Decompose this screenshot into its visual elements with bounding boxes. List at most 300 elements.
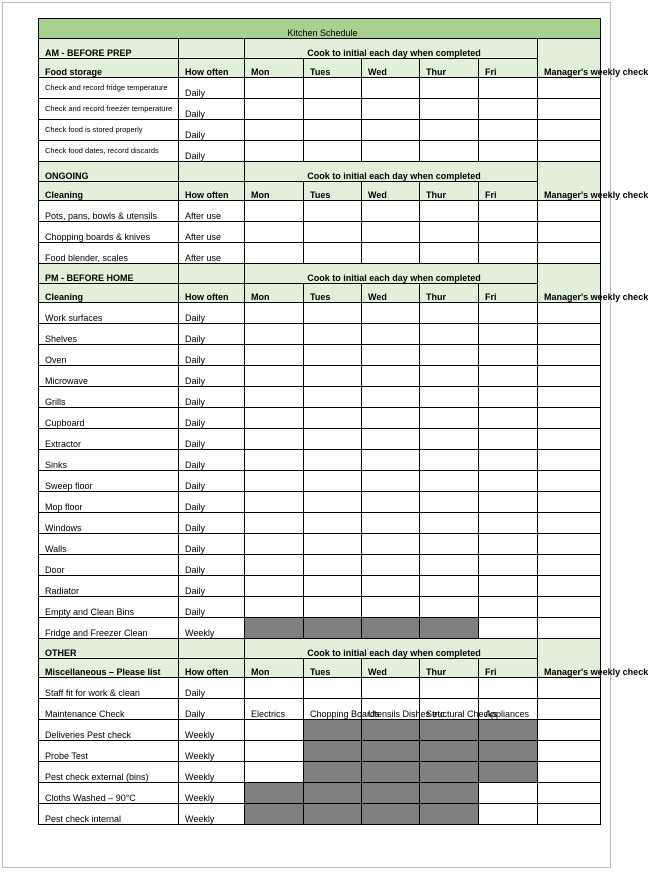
task-frequency: Daily: [179, 387, 245, 408]
task-name: Check and record fridge temperature: [39, 78, 179, 99]
task-frequency: Weekly: [179, 783, 245, 804]
initial-cell-wed[interactable]: [362, 78, 420, 99]
initial-cell-fri[interactable]: [479, 783, 538, 804]
manager-check-cell[interactable]: [538, 201, 601, 222]
initial-cell-thur[interactable]: [420, 324, 479, 345]
initial-cell-fri[interactable]: [479, 345, 538, 366]
initial-cell-mon[interactable]: [245, 387, 304, 408]
manager-check-cell[interactable]: [538, 345, 601, 366]
initial-cell-fri[interactable]: [479, 141, 538, 162]
initial-cell-tues[interactable]: [304, 366, 362, 387]
task-name: Sweep floor: [39, 471, 179, 492]
manager-check-cell[interactable]: [538, 99, 601, 120]
blocked-cell-thur: [420, 618, 479, 639]
initial-cell-mon[interactable]: [245, 429, 304, 450]
schedule-title: Kitchen Schedule: [39, 19, 601, 39]
initial-cell-thur[interactable]: [420, 120, 479, 141]
initial-cell-fri[interactable]: [479, 243, 538, 264]
day-label-mon: Mon: [245, 659, 304, 678]
initial-cell-tues[interactable]: [304, 78, 362, 99]
initial-cell-wed[interactable]: [362, 303, 420, 324]
table-row: [39, 303, 601, 324]
initial-cell-mon[interactable]: [245, 534, 304, 555]
initial-cell-fri[interactable]: [479, 201, 538, 222]
task-name: Door: [39, 555, 179, 576]
blocked-cell-mon: [245, 783, 304, 804]
table-row: [39, 345, 601, 366]
task-frequency: Daily: [179, 429, 245, 450]
table-row: [39, 243, 601, 264]
initial-cell-mon[interactable]: [245, 99, 304, 120]
task-frequency: Weekly: [179, 741, 245, 762]
manager-weekly-check-label: Manager's weekly check: [538, 162, 601, 201]
manager-check-cell[interactable]: [538, 408, 601, 429]
table-row: [39, 324, 601, 345]
manager-check-cell[interactable]: [538, 243, 601, 264]
initial-cell-wed[interactable]: [362, 99, 420, 120]
task-name: Sinks: [39, 450, 179, 471]
initial-cell-mon[interactable]: [245, 450, 304, 471]
day-label-wed: Wed: [362, 659, 420, 678]
table-row: [39, 618, 601, 639]
task-name: Grills: [39, 387, 179, 408]
table-row: [39, 576, 601, 597]
how-often-label: How often: [179, 284, 245, 303]
task-frequency: Daily: [179, 597, 245, 618]
initial-cell-tues[interactable]: [304, 513, 362, 534]
day-label-tues: Tues: [304, 59, 362, 78]
initial-cell-mon[interactable]: [245, 78, 304, 99]
initial-cell-thur[interactable]: [420, 243, 479, 264]
task-frequency: Weekly: [179, 804, 245, 825]
initial-cell-fri[interactable]: [479, 618, 538, 639]
section-header: [39, 264, 601, 284]
task-name: Pots, pans, bowls & utensils: [39, 201, 179, 222]
initial-cell-thur[interactable]: [420, 141, 479, 162]
manager-check-cell[interactable]: [538, 492, 601, 513]
task-frequency: After use: [179, 222, 245, 243]
table-row: [39, 513, 601, 534]
table-row: [39, 699, 601, 720]
initial-cell-wed[interactable]: [362, 366, 420, 387]
manager-check-cell[interactable]: [538, 720, 601, 741]
cook-initial-label: Cook to initial each day when completed: [245, 162, 538, 182]
initial-cell-thur[interactable]: [420, 597, 479, 618]
task-name: Walls: [39, 534, 179, 555]
initial-cell-wed[interactable]: [362, 429, 420, 450]
blocked-cell-mon: [245, 804, 304, 825]
initial-cell-mon[interactable]: [245, 576, 304, 597]
initial-cell-tues[interactable]: [304, 324, 362, 345]
table-row: [39, 492, 601, 513]
initial-cell-fri[interactable]: [479, 678, 538, 699]
blocked-cell-thur: [420, 720, 479, 741]
initial-cell-thur[interactable]: [420, 222, 479, 243]
initial-cell-wed[interactable]: [362, 387, 420, 408]
manager-weekly-check-label: Manager's weekly check: [538, 639, 601, 678]
day-label-tues: Tues: [304, 659, 362, 678]
task-frequency: After use: [179, 201, 245, 222]
initial-cell-fri[interactable]: [479, 120, 538, 141]
day-label-thur: Thur: [420, 59, 479, 78]
table-row: [39, 471, 601, 492]
initial-cell-mon[interactable]: [245, 201, 304, 222]
kitchen-schedule-table: [38, 18, 648, 825]
table-row: [39, 120, 601, 141]
initial-cell-fri[interactable]: [479, 387, 538, 408]
manager-check-cell[interactable]: [538, 450, 601, 471]
task-name: Cupboard: [39, 408, 179, 429]
initial-cell-mon[interactable]: [245, 762, 304, 783]
blocked-cell-fri: [479, 720, 538, 741]
section-name: PM - BEFORE HOME: [39, 264, 179, 284]
initial-cell-fri[interactable]: [479, 429, 538, 450]
initial-cell-thur[interactable]: [420, 78, 479, 99]
initial-cell-thur[interactable]: [420, 534, 479, 555]
initial-cell-fri[interactable]: [479, 78, 538, 99]
task-frequency: Daily: [179, 99, 245, 120]
blocked-cell-wed: [362, 741, 420, 762]
initial-cell-wed[interactable]: [362, 408, 420, 429]
blocked-cell-thur: [420, 762, 479, 783]
task-frequency: Weekly: [179, 720, 245, 741]
initial-cell-tues[interactable]: [304, 534, 362, 555]
task-frequency: Daily: [179, 678, 245, 699]
table-row: [39, 387, 601, 408]
initial-cell-tues[interactable]: [304, 345, 362, 366]
table-row: [39, 408, 601, 429]
initial-cell-mon[interactable]: [245, 366, 304, 387]
how-often-label: How often: [179, 59, 245, 78]
initial-cell-fri[interactable]: [479, 324, 538, 345]
cook-initial-label: Cook to initial each day when completed: [245, 39, 538, 59]
initial-cell-mon[interactable]: [245, 555, 304, 576]
initial-cell-fri[interactable]: [479, 576, 538, 597]
initial-cell-thur[interactable]: [420, 408, 479, 429]
task-frequency: Daily: [179, 408, 245, 429]
initial-cell-mon[interactable]: [245, 678, 304, 699]
initial-cell-thur[interactable]: [420, 201, 479, 222]
initial-cell-mon[interactable]: [245, 141, 304, 162]
initial-cell-tues[interactable]: [304, 99, 362, 120]
task-name: Maintenance Check: [39, 699, 179, 720]
task-name: Cloths Washed – 90°C: [39, 783, 179, 804]
initial-cell-wed[interactable]: [362, 222, 420, 243]
how-often-label: How often: [179, 659, 245, 678]
manager-check-cell[interactable]: [538, 555, 601, 576]
initial-cell-tues[interactable]: [304, 555, 362, 576]
initial-cell-wed[interactable]: [362, 492, 420, 513]
maintenance-area-wed[interactable]: Utensils Dishes etc.: [362, 699, 420, 720]
task-frequency: Daily: [179, 492, 245, 513]
table-row: [39, 366, 601, 387]
initial-cell-tues[interactable]: [304, 387, 362, 408]
column-header-row: [39, 182, 601, 201]
initial-cell-tues[interactable]: [304, 678, 362, 699]
initial-cell-tues[interactable]: [304, 429, 362, 450]
task-name: Chopping boards & knives: [39, 222, 179, 243]
initial-cell-fri[interactable]: [479, 597, 538, 618]
initial-cell-wed[interactable]: [362, 243, 420, 264]
manager-check-cell[interactable]: [538, 141, 601, 162]
initial-cell-tues[interactable]: [304, 597, 362, 618]
manager-check-cell[interactable]: [538, 783, 601, 804]
day-label-thur: Thur: [420, 182, 479, 201]
blocked-cell-tues: [304, 618, 362, 639]
table-row: [39, 783, 601, 804]
initial-cell-tues[interactable]: [304, 471, 362, 492]
table-row: [39, 141, 601, 162]
initial-cell-fri[interactable]: [479, 303, 538, 324]
initial-cell-thur[interactable]: [420, 471, 479, 492]
initial-cell-thur[interactable]: [420, 576, 479, 597]
initial-cell-tues[interactable]: [304, 408, 362, 429]
initial-cell-wed[interactable]: [362, 345, 420, 366]
initial-cell-thur[interactable]: [420, 450, 479, 471]
blocked-cell-tues: [304, 741, 362, 762]
initial-cell-mon[interactable]: [245, 408, 304, 429]
section-header: [39, 162, 601, 182]
day-label-thur: Thur: [420, 659, 479, 678]
initial-cell-thur[interactable]: [420, 429, 479, 450]
initial-cell-fri[interactable]: [479, 408, 538, 429]
initial-cell-fri[interactable]: [479, 471, 538, 492]
maintenance-area-fri[interactable]: Appliances: [479, 699, 538, 720]
table-row: [39, 99, 601, 120]
initial-cell-thur[interactable]: [420, 678, 479, 699]
cook-initial-label: Cook to initial each day when completed: [245, 264, 538, 284]
table-row: [39, 804, 601, 825]
task-frequency: Weekly: [179, 618, 245, 639]
initial-cell-thur[interactable]: [420, 99, 479, 120]
blocked-cell-wed: [362, 804, 420, 825]
initial-cell-thur[interactable]: [420, 345, 479, 366]
task-frequency: Daily: [179, 324, 245, 345]
task-frequency: Daily: [179, 471, 245, 492]
manager-weekly-check-label: Manager's weekly check: [538, 39, 601, 78]
task-frequency: Daily: [179, 141, 245, 162]
manager-check-cell[interactable]: [538, 366, 601, 387]
column-header-row: [39, 59, 601, 78]
initial-cell-fri[interactable]: [479, 534, 538, 555]
initial-cell-fri[interactable]: [479, 366, 538, 387]
initial-cell-fri[interactable]: [479, 492, 538, 513]
initial-cell-thur[interactable]: [420, 303, 479, 324]
header-blank: [179, 162, 245, 182]
initial-cell-tues[interactable]: [304, 492, 362, 513]
task-frequency: Daily: [179, 78, 245, 99]
initial-cell-thur[interactable]: [420, 555, 479, 576]
manager-check-cell[interactable]: [538, 534, 601, 555]
category-label: Cleaning: [39, 182, 179, 201]
initial-cell-tues[interactable]: [304, 243, 362, 264]
initial-cell-tues[interactable]: [304, 303, 362, 324]
initial-cell-mon[interactable]: [245, 513, 304, 534]
manager-check-cell[interactable]: [538, 324, 601, 345]
initial-cell-mon[interactable]: [245, 345, 304, 366]
manager-check-cell[interactable]: [538, 222, 601, 243]
initial-cell-mon[interactable]: [245, 303, 304, 324]
initial-cell-mon[interactable]: [245, 222, 304, 243]
task-name: Check food dates, record discards: [39, 141, 179, 162]
section-name: ONGOING: [39, 162, 179, 182]
initial-cell-mon[interactable]: [245, 243, 304, 264]
day-label-fri: Fri: [479, 59, 538, 78]
category-label: Food storage: [39, 59, 179, 78]
blocked-cell-tues: [304, 762, 362, 783]
initial-cell-mon[interactable]: [245, 720, 304, 741]
initial-cell-tues[interactable]: [304, 450, 362, 471]
task-name: Check and record freezer temperature: [39, 99, 179, 120]
day-label-fri: Fri: [479, 284, 538, 303]
manager-weekly-check-label: Manager's weekly check: [538, 264, 601, 303]
task-name: Oven: [39, 345, 179, 366]
task-name: Work surfaces: [39, 303, 179, 324]
maintenance-area-thur[interactable]: Structural Checks: [420, 699, 479, 720]
maintenance-area-mon[interactable]: Electrics: [245, 699, 304, 720]
blocked-cell-thur: [420, 741, 479, 762]
initial-cell-tues[interactable]: [304, 120, 362, 141]
initial-cell-fri[interactable]: [479, 99, 538, 120]
task-name: Shelves: [39, 324, 179, 345]
section-header: [39, 639, 601, 659]
manager-check-cell[interactable]: [538, 303, 601, 324]
manager-check-cell[interactable]: [538, 678, 601, 699]
task-frequency: Weekly: [179, 762, 245, 783]
task-frequency: Daily: [179, 513, 245, 534]
initial-cell-tues[interactable]: [304, 222, 362, 243]
initial-cell-mon[interactable]: [245, 597, 304, 618]
blocked-cell-mon: [245, 618, 304, 639]
table-row: [39, 429, 601, 450]
initial-cell-wed[interactable]: [362, 534, 420, 555]
initial-cell-wed[interactable]: [362, 513, 420, 534]
table-row: [39, 555, 601, 576]
initial-cell-fri[interactable]: [479, 513, 538, 534]
initial-cell-tues[interactable]: [304, 201, 362, 222]
day-label-thur: Thur: [420, 284, 479, 303]
task-frequency: Daily: [179, 120, 245, 141]
initial-cell-wed[interactable]: [362, 597, 420, 618]
blocked-cell-thur: [420, 783, 479, 804]
manager-check-cell[interactable]: [538, 120, 601, 141]
initial-cell-mon[interactable]: [245, 741, 304, 762]
task-name: Windows: [39, 513, 179, 534]
initial-cell-wed[interactable]: [362, 120, 420, 141]
initial-cell-mon[interactable]: [245, 471, 304, 492]
manager-check-cell[interactable]: [538, 741, 601, 762]
task-name: Food blender, scales: [39, 243, 179, 264]
initial-cell-tues[interactable]: [304, 576, 362, 597]
day-label-wed: Wed: [362, 284, 420, 303]
blocked-cell-tues: [304, 804, 362, 825]
cook-initial-label: Cook to initial each day when completed: [245, 639, 538, 659]
task-name: Check food is stored properly: [39, 120, 179, 141]
manager-check-cell[interactable]: [538, 78, 601, 99]
blocked-cell-wed: [362, 762, 420, 783]
task-name: Staff fit for work & clean: [39, 678, 179, 699]
blocked-cell-thur: [420, 804, 479, 825]
initial-cell-fri[interactable]: [479, 555, 538, 576]
initial-cell-mon[interactable]: [245, 324, 304, 345]
manager-check-cell[interactable]: [538, 699, 601, 720]
task-name: Fridge and Freezer Clean: [39, 618, 179, 639]
task-name: Pest check internal: [39, 804, 179, 825]
day-label-wed: Wed: [362, 182, 420, 201]
initial-cell-wed[interactable]: [362, 678, 420, 699]
initial-cell-fri[interactable]: [479, 222, 538, 243]
manager-check-cell[interactable]: [538, 762, 601, 783]
table-row: [39, 720, 601, 741]
day-label-tues: Tues: [304, 182, 362, 201]
day-label-tues: Tues: [304, 284, 362, 303]
manager-check-cell[interactable]: [538, 597, 601, 618]
blocked-cell-tues: [304, 720, 362, 741]
initial-cell-mon[interactable]: [245, 120, 304, 141]
manager-check-cell[interactable]: [538, 387, 601, 408]
task-frequency: After use: [179, 243, 245, 264]
task-frequency: Daily: [179, 555, 245, 576]
category-label: Cleaning: [39, 284, 179, 303]
blocked-cell-tues: [304, 783, 362, 804]
initial-cell-wed[interactable]: [362, 141, 420, 162]
initial-cell-mon[interactable]: [245, 492, 304, 513]
section-header: [39, 39, 601, 59]
task-frequency: Daily: [179, 576, 245, 597]
manager-check-cell[interactable]: [538, 471, 601, 492]
initial-cell-wed[interactable]: [362, 555, 420, 576]
initial-cell-wed[interactable]: [362, 450, 420, 471]
header-blank: [179, 39, 245, 59]
initial-cell-thur[interactable]: [420, 366, 479, 387]
manager-check-cell[interactable]: [538, 429, 601, 450]
header-blank: [179, 264, 245, 284]
day-label-mon: Mon: [245, 59, 304, 78]
table-row: [39, 450, 601, 471]
day-label-mon: Mon: [245, 284, 304, 303]
day-label-mon: Mon: [245, 182, 304, 201]
manager-check-cell[interactable]: [538, 513, 601, 534]
table-row: [39, 762, 601, 783]
day-label-fri: Fri: [479, 182, 538, 201]
maintenance-area-tues[interactable]: Chopping Boards: [304, 699, 362, 720]
day-label-fri: Fri: [479, 659, 538, 678]
manager-check-cell[interactable]: [538, 804, 601, 825]
table-row: [39, 678, 601, 699]
initial-cell-wed[interactable]: [362, 471, 420, 492]
blocked-cell-wed: [362, 720, 420, 741]
initial-cell-thur[interactable]: [420, 513, 479, 534]
initial-cell-wed[interactable]: [362, 201, 420, 222]
task-name: Mop floor: [39, 492, 179, 513]
table-row: [39, 534, 601, 555]
task-frequency: Daily: [179, 450, 245, 471]
manager-check-cell[interactable]: [538, 576, 601, 597]
initial-cell-wed[interactable]: [362, 324, 420, 345]
initial-cell-thur[interactable]: [420, 387, 479, 408]
manager-check-cell[interactable]: [538, 618, 601, 639]
blocked-cell-fri: [479, 762, 538, 783]
section-name: OTHER: [39, 639, 179, 659]
initial-cell-thur[interactable]: [420, 492, 479, 513]
initial-cell-fri[interactable]: [479, 804, 538, 825]
initial-cell-fri[interactable]: [479, 450, 538, 471]
task-frequency: Daily: [179, 303, 245, 324]
task-name: Extractor: [39, 429, 179, 450]
task-name: Pest check external (bins): [39, 762, 179, 783]
initial-cell-tues[interactable]: [304, 141, 362, 162]
initial-cell-wed[interactable]: [362, 576, 420, 597]
